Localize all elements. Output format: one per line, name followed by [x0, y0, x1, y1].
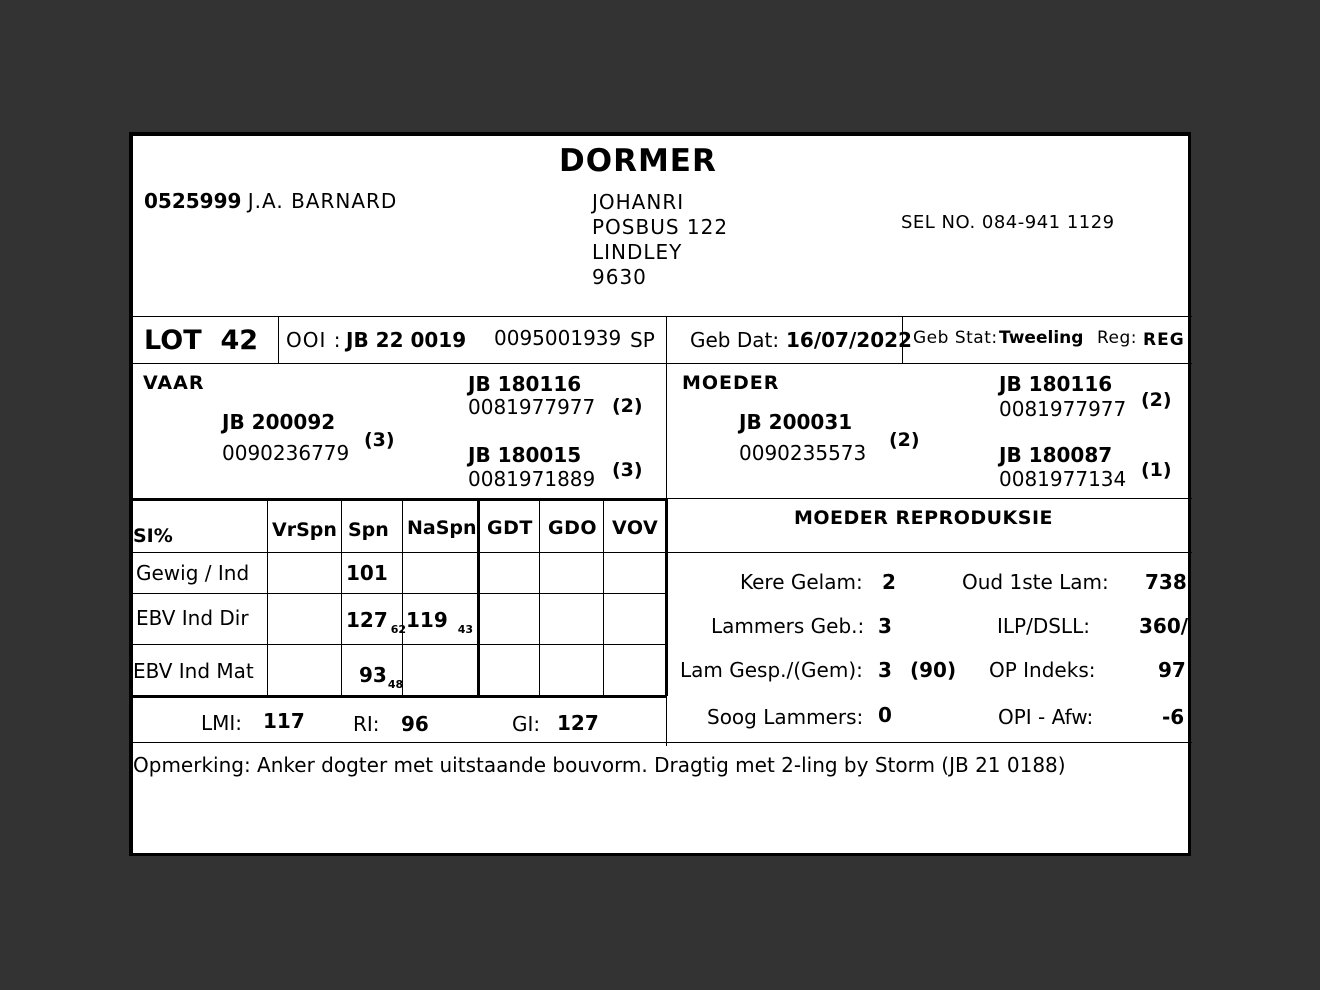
- first-lamb-age: 738: [1145, 570, 1187, 594]
- dam-dam-grade: (1): [1141, 459, 1172, 481]
- column-header: SI%: [133, 525, 173, 547]
- owner-code: 0525999: [144, 189, 242, 213]
- owner-name: J.A. BARNARD: [247, 189, 398, 213]
- op-index: 97: [1158, 658, 1186, 682]
- table-cell: 119 $_{43}$: [406, 608, 474, 636]
- lot-label: LOT 42: [144, 325, 259, 356]
- gi-value: 127: [557, 711, 599, 735]
- lambs-weaned-label: Lam Gesp./(Gem):: [680, 658, 863, 682]
- dam-id: JB 200031: [739, 410, 853, 434]
- ri-value: 96: [401, 712, 429, 736]
- divider: [133, 695, 666, 698]
- address-line: LINDLEY: [592, 240, 683, 264]
- dam-grade: (2): [889, 429, 920, 451]
- sire-dam-number: 0081971889: [468, 467, 596, 491]
- ilp-dsll-label: ILP/DSLL:: [997, 614, 1090, 638]
- dam-sire-number: 0081977977: [999, 397, 1127, 421]
- sire-dam-id: JB 180015: [468, 443, 582, 467]
- column-header: GDO: [548, 517, 598, 539]
- column-header: GDT: [487, 517, 533, 539]
- row-label: EBV Ind Dir: [136, 606, 249, 630]
- divider: [267, 498, 268, 696]
- sire-sire-number: 0081977977: [468, 395, 596, 419]
- dam-sire-grade: (2): [1141, 389, 1172, 411]
- table-cell: 101: [346, 561, 388, 585]
- divider: [666, 498, 1192, 499]
- divider: [278, 316, 279, 363]
- lambing-count-label: Kere Gelam:: [740, 570, 863, 594]
- ooi-label: OOI :: [286, 328, 342, 352]
- divider: [133, 593, 666, 594]
- reproduction-title: MOEDER REPRODUKSIE: [794, 507, 1054, 529]
- row-label: EBV Ind Mat: [133, 659, 254, 683]
- table-cell: $93_{48}$: [359, 663, 404, 691]
- divider: [133, 552, 666, 553]
- sire-sire-grade: (2): [612, 395, 643, 417]
- cell-subscript: 62: [390, 623, 407, 636]
- address-line: POSBUS 122: [592, 215, 729, 239]
- opi-deviation: -6: [1162, 705, 1185, 729]
- column-header: VOV: [612, 517, 659, 539]
- divider: [666, 552, 1192, 553]
- first-lamb-age-label: Oud 1ste Lam:: [962, 570, 1109, 594]
- divider: [133, 498, 666, 501]
- divider: [133, 644, 666, 645]
- address-block: [592, 190, 728, 290]
- cell-subscript: 48: [387, 678, 404, 691]
- opi-deviation-label: OPI - Afw:: [998, 705, 1094, 729]
- divider: [665, 498, 668, 696]
- lambs-born-label: Lammers Geb.:: [711, 614, 865, 638]
- column-header: VrSpn: [272, 519, 337, 541]
- address-line: JOHANRI: [592, 190, 685, 214]
- lmi-value: 117: [263, 709, 305, 733]
- lot-number: 42: [220, 325, 259, 356]
- suckling-lambs: 0: [878, 703, 892, 727]
- dam-sire-id: JB 180116: [999, 372, 1113, 396]
- sire-sire-id: JB 180116: [468, 372, 582, 396]
- divider: [603, 498, 604, 696]
- divider: [133, 742, 1192, 743]
- sp-code: SP: [630, 328, 655, 352]
- table-cell: 127 $_{62}$: [346, 608, 407, 636]
- ilp-dsll: 360/: [1139, 614, 1189, 638]
- row-label: Gewig / Ind: [136, 561, 250, 585]
- address-line: 9630: [592, 265, 647, 289]
- breed-title: DORMER: [559, 143, 717, 179]
- gi-label: GI:: [512, 712, 541, 736]
- dam-dam-number: 0081977134: [999, 467, 1127, 491]
- sire-heading: VAAR: [143, 372, 205, 394]
- birth-status: Tweeling: [999, 328, 1084, 348]
- dam-heading: MOEDER: [682, 372, 780, 394]
- birth-date: 16/07/2022: [786, 328, 912, 352]
- birth-status-label: Geb Stat:: [913, 328, 998, 348]
- ooi-value: JB 22 0019: [346, 328, 467, 352]
- dam-number: 0090235573: [739, 441, 867, 465]
- animal-id-number: 0095001939: [494, 326, 622, 350]
- phone-number: SEL NO. 084-941 1129: [901, 212, 1115, 233]
- divider: [477, 498, 480, 696]
- divider: [133, 363, 1192, 364]
- sire-dam-grade: (3): [612, 459, 643, 481]
- sire-number: 0090236779: [222, 441, 350, 465]
- lambs-weaned-avg: (90): [910, 658, 957, 682]
- suckling-lambs-label: Soog Lammers:: [707, 705, 864, 729]
- owner: [144, 191, 397, 211]
- lambs-weaned: 3: [878, 658, 892, 682]
- sire-id: JB 200092: [222, 410, 336, 434]
- reg-value: REG: [1143, 330, 1185, 350]
- op-index-label: OP Indeks:: [989, 658, 1096, 682]
- divider: [341, 498, 342, 696]
- lmi-label: LMI:: [201, 711, 243, 735]
- dam-dam-id: JB 180087: [999, 443, 1113, 467]
- sire-grade: (3): [364, 429, 395, 451]
- divider: [133, 316, 1192, 317]
- ri-label: RI:: [353, 712, 380, 736]
- birth-date-label: Geb Dat:: [690, 328, 780, 352]
- reg-label: Reg:: [1097, 328, 1138, 348]
- lambs-born: 3: [878, 614, 892, 638]
- lot-card: [129, 132, 1191, 856]
- lambing-count: 2: [882, 570, 896, 594]
- remark: Opmerking: Anker dogter met uitstaande bouvorm. Dragtig met 2-ling by Storm (JB 21 0188): [133, 753, 1066, 777]
- cell-subscript: 43: [457, 623, 474, 636]
- column-header: Spn: [348, 519, 389, 541]
- column-header: NaSpn: [407, 517, 477, 539]
- divider: [539, 498, 540, 696]
